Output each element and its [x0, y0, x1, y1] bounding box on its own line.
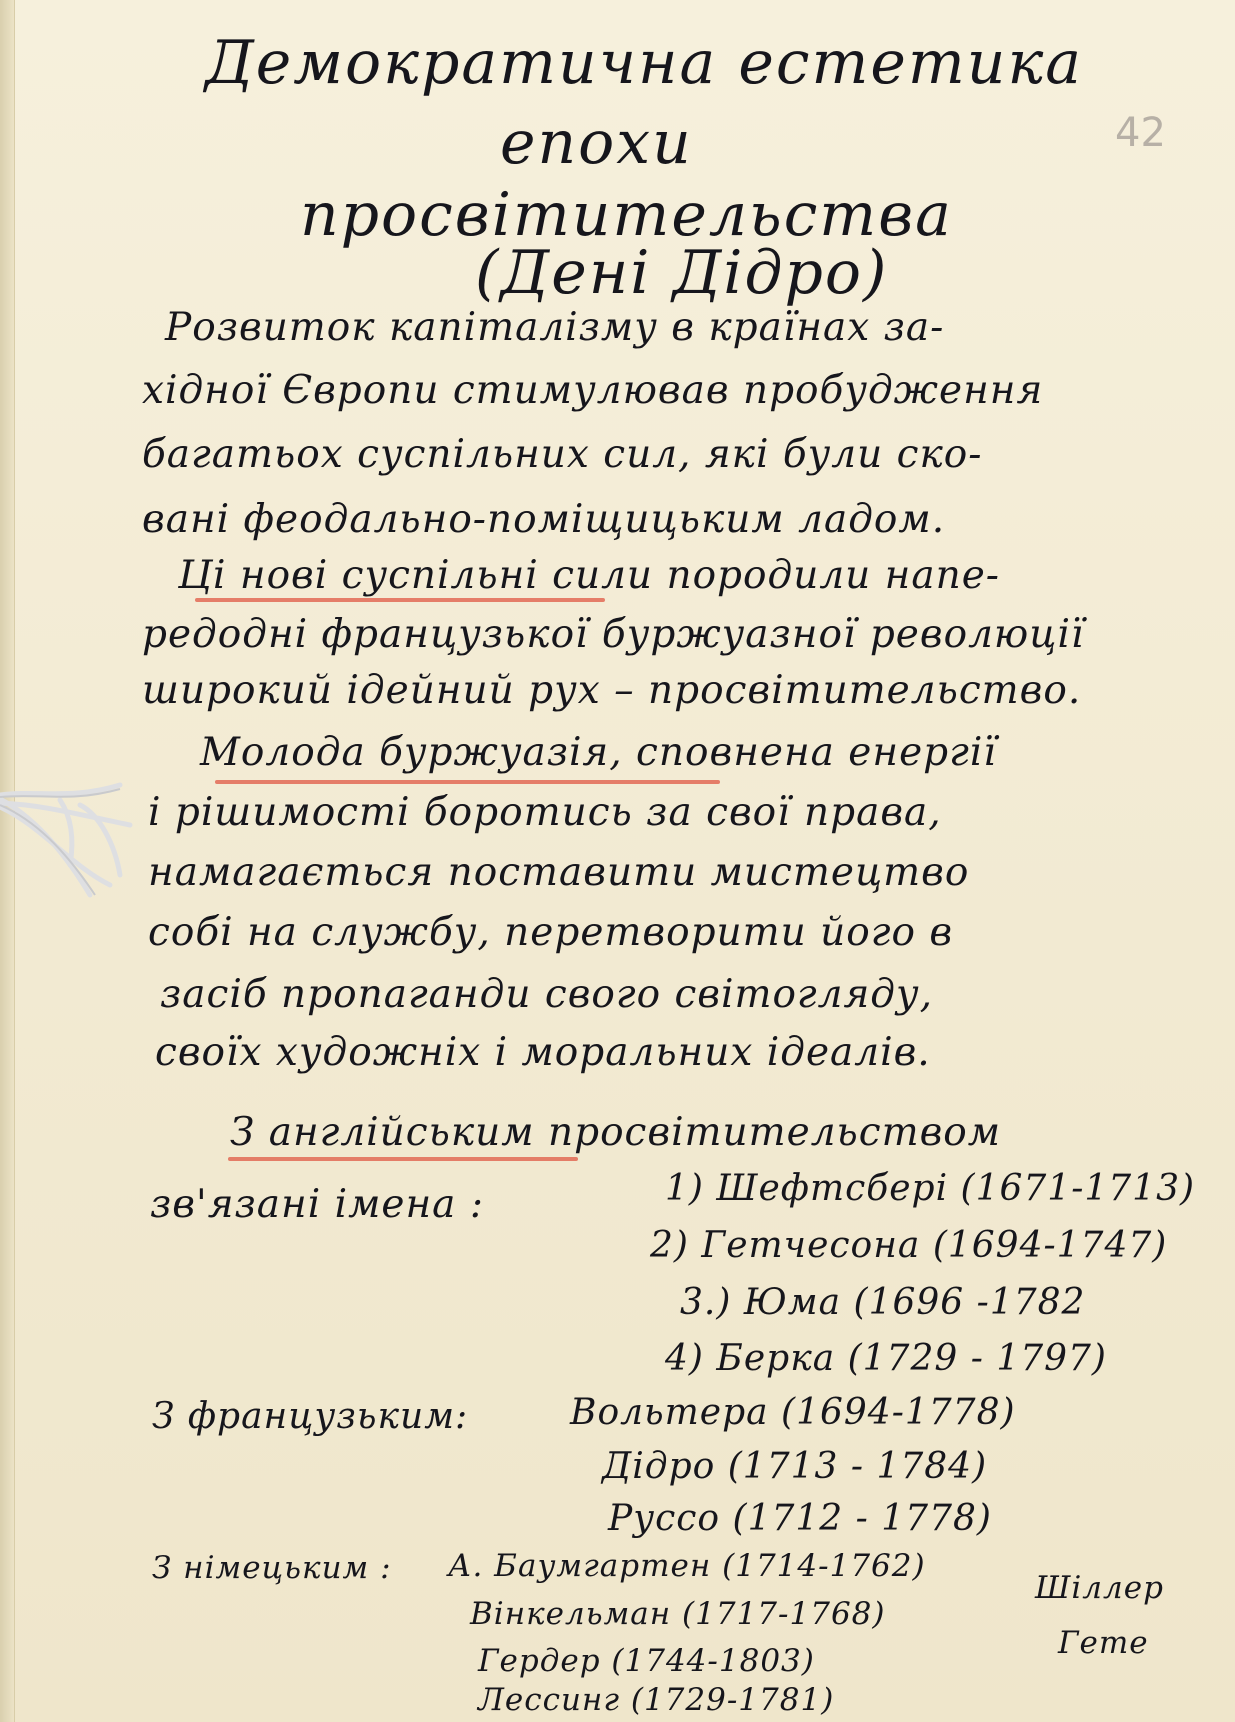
- page-number: 42: [1115, 110, 1166, 156]
- german-name-3: Гердер (1744-1803): [478, 1643, 815, 1679]
- paragraph-1-line-3: багатьох суспільних сил, які були ско-: [142, 432, 983, 477]
- paragraph-3-line-4: собі на службу, перетворити його в: [148, 910, 954, 955]
- title-line-4: (Дені Дідро): [475, 238, 889, 308]
- underline-mark: [215, 780, 720, 784]
- paragraph-3-line-3: намагається поставити мистецтво: [148, 850, 970, 895]
- german-name-2: Вінкельман (1717-1768): [470, 1596, 886, 1632]
- title-line-1: Демократична естетика: [205, 28, 1084, 98]
- german-label: З німецьким :: [152, 1550, 392, 1586]
- french-name-1: Вольтера (1694-1778): [570, 1392, 1016, 1433]
- german-name-1: А. Баумгартен (1714-1762): [448, 1548, 926, 1584]
- french-label: З французьким:: [152, 1396, 469, 1437]
- english-name-3: 3.) Юма (1696 -1782: [680, 1282, 1086, 1323]
- english-name-1: 1) Шефтсбері (1671-1713): [665, 1168, 1196, 1209]
- english-names-label: зв'язані імена :: [150, 1182, 484, 1227]
- paragraph-3-line-2: і рішимості боротись за свої права,: [148, 790, 942, 835]
- paragraph-3-line-5: засіб пропаганди свого світогляду,: [160, 972, 934, 1017]
- english-name-2: 2) Гетчесона (1694-1747): [650, 1225, 1168, 1266]
- french-name-2: Дідро (1713 - 1784): [602, 1446, 988, 1487]
- paragraph-3-line-6: своїх художніх і моральних ідеалів.: [155, 1030, 931, 1075]
- title-line-3: просвітительства: [300, 180, 953, 250]
- english-intro-line: З англійським просвітительством: [230, 1110, 1002, 1155]
- binding-thread-icon: [0, 755, 140, 905]
- paragraph-3-line-1: Молода буржуазія, сповнена енергії: [200, 730, 997, 775]
- german-side-name-1: Шіллер: [1035, 1570, 1164, 1606]
- french-name-3: Руссо (1712 - 1778): [608, 1498, 992, 1539]
- paragraph-2-line-3: широкий ідейний рух – просвітительство.: [142, 668, 1082, 713]
- paragraph-2-line-1: Ці нові суспільні сили породили напе-: [178, 553, 1000, 598]
- title-line-2: епохи: [500, 108, 693, 178]
- paragraph-2-line-2: редодні французької буржуазної революції: [142, 612, 1085, 657]
- underline-mark: [228, 1157, 578, 1161]
- english-name-4: 4) Берка (1729 - 1797): [665, 1338, 1107, 1379]
- german-side-name-2: Гете: [1058, 1625, 1149, 1661]
- paragraph-1-line-4: вані феодально-поміщицьким ладом.: [142, 497, 946, 542]
- german-name-4: Лессинг (1729-1781): [478, 1682, 835, 1718]
- paragraph-1-line-2: хідної Європи стимулював пробудження: [142, 368, 1044, 413]
- paragraph-1-line-1: Розвиток капіталізму в країнах за-: [165, 305, 945, 350]
- underline-mark: [195, 598, 605, 602]
